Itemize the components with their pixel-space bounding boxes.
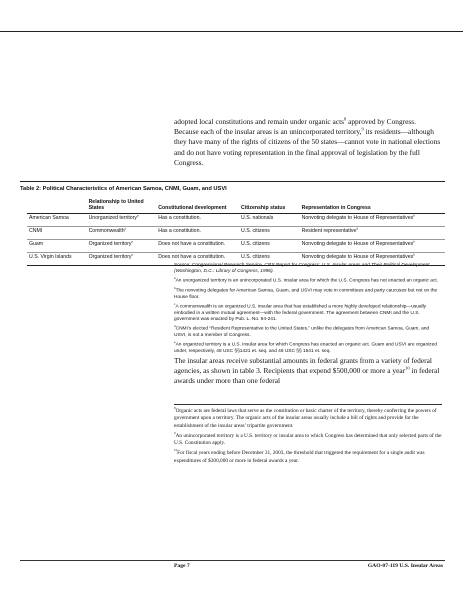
header-relationship: Relationship to United States [87, 199, 157, 213]
political-characteristics-table [27, 199, 445, 266]
table-row [27, 226, 445, 239]
footnote: $^8$Organic acts are federal laws that serve as the constitution or basic charter of the territory, thereby conferring the powers of government upon a territory. The organic acts of the insular areas usually include a bill of rights and provide for the establishment of the insular areas’ tripartite government. [174, 406, 437, 429]
cell-constitution: Has a constitution. [156, 226, 239, 239]
footnote: $^{10}$For fiscal years ending before December 31, 2003, the threshold that triggered the requirement for a single audit was expenditures of $300,000 or more in federal awards a year. [174, 448, 425, 464]
cell-citizenship: U.S. nationals [239, 213, 300, 226]
cell-citizenship: U.S. citizens [239, 239, 300, 252]
footer-rule [20, 560, 445, 561]
cell-constitution: Does not have a constitution. [156, 239, 239, 252]
cell-relationship: Organized territory$^e$ [87, 252, 157, 265]
grants-paragraph: The insular areas receive substantial amounts in federal grants from a variety of federal agencies, as shown in table 3. Recipients that expend $500,000 or more a year$^{10}$ in federal awards under more than one federal [174, 356, 440, 386]
table-note: $^a$An unorganized territory is an unincorporated U.S. insular area for which the U.S. Congress has not enacted an organic act. [174, 276, 438, 284]
footnote: $^9$An unincorporated territory is a U.S. territory or insular area to which Congress has determined that only selected parts of the U.S. Constitution apply. [174, 431, 442, 447]
top-rule [0, 31, 463, 32]
cell-area: U.S. Virgin Islands [27, 252, 87, 265]
cell-citizenship: U.S. citizens [239, 252, 300, 265]
table-note: $^b$The nonvoting delegates for American Samoa, Guam, and USVI may vote in committees and party caucuses but not on the House floor. [174, 286, 438, 300]
table-source: Source: Congressional Research Service, CRS Report for Congress: U.S. Insular Areas and Their Political Development (Washington, D.C.: Library of Congress, 1996). [174, 263, 430, 274]
table-header-row [27, 199, 445, 213]
report-id: GAO-07-119 U.S. Insular Areas [367, 563, 443, 569]
footnotes [174, 408, 442, 468]
header-citizenship: Citizenship status [239, 199, 300, 213]
table-note: $^e$An organized territory is a U.S. insular area for which Congress has enacted an organic act. Guam and USVI are organized under, respectively, 48 USC §§1421 et. seq. and 48 USC §§ 1541 et. seq. [174, 340, 437, 354]
cell-area: Guam [27, 239, 87, 252]
table-notes [174, 263, 442, 358]
header-representation: Representation in Congress [300, 199, 445, 213]
cell-representation: Resident representative$^d$ [300, 226, 445, 239]
cell-relationship: Commonwealth$^c$ [87, 226, 157, 239]
cell-representation: Nonvoting delegate to House of Representatives$^b$ [300, 239, 445, 252]
cell-relationship: Organized territory$^e$ [87, 239, 157, 252]
table-row [27, 213, 445, 226]
table-note: $^d$CNMI’s elected “Resident Representative to the United States,” unlike the delegates from American Samoa, Guam, and USVI, is not a member of Congress. [174, 324, 430, 338]
table-title: Table 2: Political Characteristics of American Samoa, CNMI, Guam, and USVI [20, 181, 445, 192]
cell-representation: Nonvoting delegate to House of Representatives$^b$ [300, 252, 445, 265]
header-constitution: Constitutional development [156, 199, 239, 213]
page-number: Page 7 [174, 563, 190, 569]
cell-constitution: Does not have a constitution. [156, 252, 239, 265]
cell-representation: Nonvoting delegate to House of Representatives$^b$ [300, 213, 445, 226]
table-row [27, 239, 445, 252]
intro-paragraph: adopted local constitutions and remain under organic acts$^8$ approved by Congress. Because each of the insular areas is an unincorporated territory,$^9$ its residents—although they have many of the rights of citizens of the 50 states—cannot vote in national elections and do not have voting representation in the final approval of legislation by the full Congress. [174, 116, 441, 167]
table-note: $^c$A commonwealth is an organized U.S. insular area that has established a more highly developed relationship—usually embodied in a written mutual agreement—with the federal government. The agreement between CNMI and the U.S. government was enacted by Pub. L. No. 94-241. [174, 302, 427, 322]
header-area [27, 199, 87, 213]
cell-constitution: Has a constitution. [156, 213, 239, 226]
footnote-separator [174, 404, 442, 405]
cell-citizenship: U.S. citizens [239, 226, 300, 239]
cell-area: CNMI [27, 226, 87, 239]
cell-relationship: Unorganized territory$^a$ [87, 213, 157, 226]
cell-area: American Samoa [27, 213, 87, 226]
